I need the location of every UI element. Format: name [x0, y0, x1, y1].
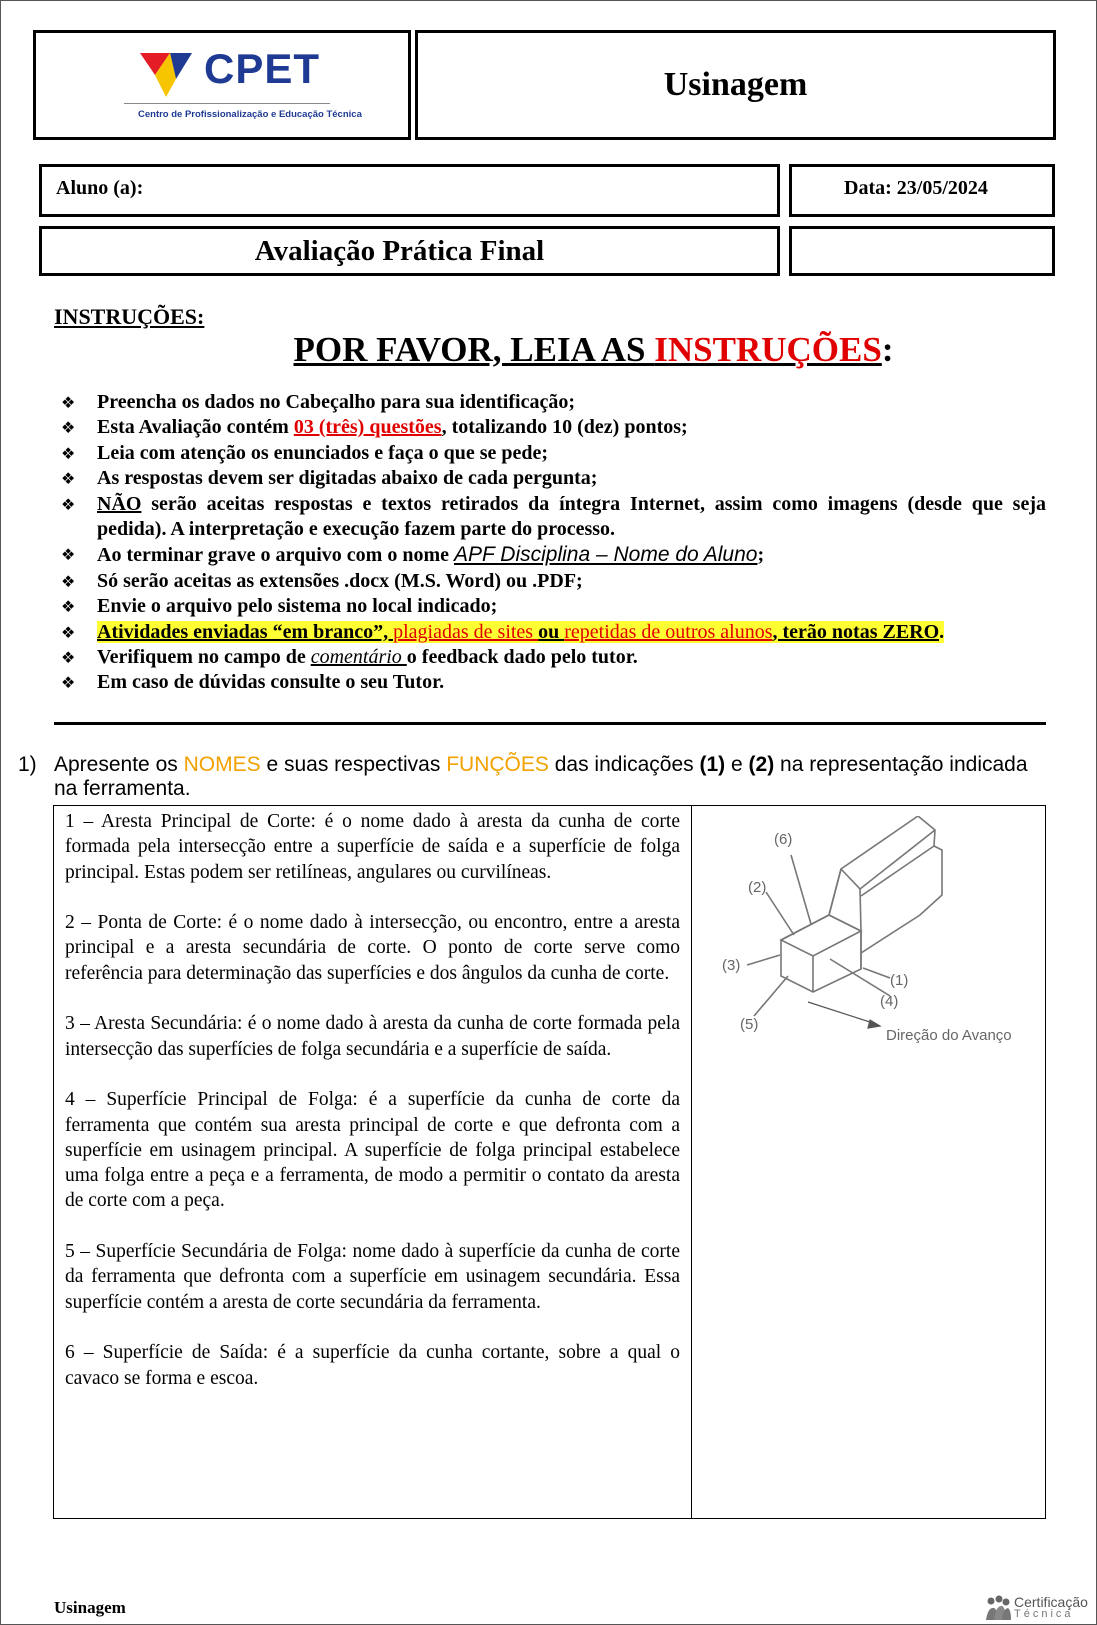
label-1: (1) — [890, 972, 909, 989]
label-6: (6) — [774, 831, 793, 848]
answer-paragraph: 1 – Aresta Principal de Corte: é o nome dado à aresta da cunha de corte formada pela intersecção entre a superfície de saída e a superfície de folga principal. Estas podem ser retilíneas, angulares ou curvilíneas. — [65, 811, 680, 883]
people-icon — [984, 1594, 1012, 1622]
list-item — [61, 620, 1046, 645]
q-ref-1: (1) — [699, 753, 726, 776]
label-4: (4) — [880, 993, 899, 1010]
course-title: Usinagem — [663, 66, 808, 103]
banner-pre: POR FAVOR, LEIA AS — [293, 330, 655, 369]
q-text: e suas respectivas — [260, 753, 447, 776]
banner-red: INSTRUÇÕES — [654, 330, 882, 369]
q-funcoes: FUNÇÕES — [446, 753, 549, 776]
warning-zero: , terão notas ZERO — [772, 620, 940, 643]
question-count: 03 (três) questões — [293, 416, 442, 439]
list-item — [61, 645, 1046, 670]
cutting-tool-diagram — [698, 816, 1053, 1076]
warning-text: Atividades enviadas “em branco”, — [97, 620, 394, 643]
answer-paragraph: 2 – Ponta de Corte: é o nome dado à intersecção, ou encontro, entre a aresta principal e a aresta secundária de corte. O ponto de corte serve como referência para determinação das superfícies e dos ângulos da cunha de corte. — [65, 912, 680, 984]
answer-paragraph: 5 – Superfície Secundária de Folga: nome dado à superfície da cunha de corte da ferramenta que defronta com a superfície em usinagem secundária. Essa superfície contém a aresta de corte secundária da ferramenta. — [65, 1241, 680, 1313]
question-text — [18, 753, 1048, 801]
item-text: , totalizando 10 (dez) pontos; — [441, 416, 688, 439]
instructions-banner — [1, 330, 1096, 370]
warning-text: ou — [538, 620, 565, 643]
logo-subtitle: Centro de Profissionalização e Educação Técnica — [138, 109, 362, 120]
warning-plagiarism: plagiadas de sites — [393, 620, 539, 643]
comment-term: comentário — [310, 646, 407, 669]
warning-text: . — [939, 620, 945, 643]
exam-title: Avaliação Prática Final — [254, 235, 545, 267]
answer-paragraph: 6 – Superfície de Saída: é a superfície da cunha cortante, sobre a qual o cavaco se forma e escoa. — [65, 1342, 680, 1389]
nao-emphasis: NÃO — [97, 492, 142, 515]
figure-cell — [692, 806, 1046, 1519]
item-text: serão aceitas respostas e textos retirados da íntegra Internet, assim como imagens (desde que seja pedida). A interpretação e execução fazem parte do processo. — [97, 492, 1046, 541]
answer-cell[interactable] — [54, 806, 692, 1519]
q-text: e — [725, 753, 749, 776]
q-nomes: NOMES — [183, 753, 261, 776]
q-text: na representação indicada na ferramenta. — [54, 753, 1028, 800]
item-text: Esta Avaliação contém — [97, 416, 294, 439]
q-text: das indicações — [548, 753, 700, 776]
brand-text-2: Técnica — [1014, 1608, 1074, 1620]
label-5: (5) — [740, 1016, 759, 1033]
brand-text-1: Certificação — [1014, 1594, 1088, 1610]
cpet-logo-icon — [136, 49, 196, 101]
label-3: (3) — [722, 957, 741, 974]
footer-title: Usinagem — [54, 1598, 126, 1617]
list-item: ❖ Envie o arquivo pelo sistema no local indicado; — [61, 594, 1046, 619]
feed-direction-label: Direção do Avanço — [886, 1027, 1012, 1044]
list-item — [61, 415, 1046, 440]
item-text: Verifiquem no campo de — [97, 646, 311, 669]
instructions-list — [61, 390, 1046, 696]
list-item: ❖ Só serão aceitas as extensões .docx (M.S. Word) ou .PDF; — [61, 569, 1046, 594]
exam-title-box — [39, 226, 780, 276]
student-field[interactable] — [39, 164, 780, 217]
date-field — [789, 164, 1055, 217]
answer-paragraph: 3 – Aresta Secundária: é o nome dado à aresta da cunha de corte formada pela intersecção das superfícies de folga secundária e a superfície de saída. — [65, 1013, 680, 1060]
instructions-heading: INSTRUÇÕES: — [54, 304, 205, 329]
divider-line — [54, 722, 1046, 725]
list-item — [61, 542, 1046, 568]
list-item: ❖ Preencha os dados no Cabeçalho para sua identificação; — [61, 390, 1046, 415]
answer-paragraph: 4 – Superfície Principal de Folga: é a superfície da cunha de corte da ferramenta que contém sua aresta principal de corte e que defronta com a superfície em usinagem principal. A superfície de folga principal estabelece uma folga entre a peça e a ferramenta, de modo a permitir o contato da aresta de corte com a peça. — [65, 1089, 680, 1212]
item-text: o feedback dado pelo tutor. — [406, 646, 638, 669]
logo-box — [33, 30, 411, 140]
course-title-box — [415, 30, 1056, 140]
q-text: Apresente os — [54, 753, 184, 776]
list-item — [61, 492, 1046, 543]
q-ref-2: (2) — [748, 753, 775, 776]
question-1 — [18, 753, 1048, 801]
item-text: ; — [757, 544, 765, 567]
item-text: Ao terminar grave o arquivo com o nome — [97, 544, 454, 567]
logo-text: CPET — [204, 45, 321, 92]
filename-pattern: APF Disciplina – Nome do Aluno — [453, 543, 758, 567]
certificacao-tecnica-logo — [984, 1594, 1094, 1622]
question-number: 1) — [18, 753, 37, 776]
grade-field — [789, 226, 1055, 276]
logo-divider — [124, 103, 330, 104]
banner-post: : — [881, 330, 894, 369]
student-label: Aluno (a): — [56, 177, 144, 199]
warning-copies: repetidas de outros alunos — [564, 620, 773, 643]
label-2: (2) — [748, 879, 767, 896]
list-item: ❖ Em caso de dúvidas consulte o seu Tutor. — [61, 670, 1046, 695]
list-item: ❖ Leia com atenção os enunciados e faça o que se pede; — [61, 441, 1046, 466]
answer-table — [53, 805, 1046, 1519]
list-item: ❖ As respostas devem ser digitadas abaixo de cada pergunta; — [61, 466, 1046, 491]
date-label: Data: 23/05/2024 — [844, 177, 988, 199]
